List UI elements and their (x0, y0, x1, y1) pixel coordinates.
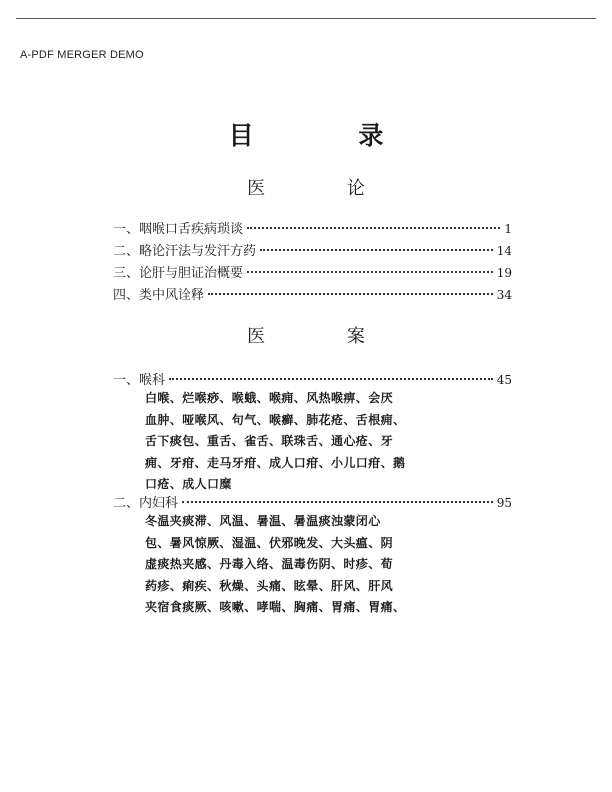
section-title-yian: 医 案 (247, 326, 403, 347)
page-title: 目 录 (228, 121, 432, 150)
toc-entry-title: 一、喉科 (113, 373, 166, 388)
toc-entry-title: 二、略论汗法与发汗方药 (113, 244, 257, 259)
sub-topic-line: 血肿、哑喉风、句气、喉癣、肺花疮、舌根痈、 (145, 412, 406, 427)
dot-leader (169, 378, 493, 380)
dot-leader (182, 501, 493, 503)
sub-topic-line: 口疮、成人口糜 (145, 477, 232, 491)
sub-topic-list (145, 511, 465, 619)
toc-entry-title: 二、内妇科 (113, 496, 179, 511)
sub-topic-line: 夹宿食痰厥、咳嗽、哮喘、胸痛、胃痛、胃痛、 (145, 600, 406, 614)
toc-entry-page: 14 (496, 244, 512, 258)
sub-topic-line: 药疹、痢疾、秋燥、头痛、眩晕、肝风、肝风 (145, 578, 394, 593)
toc-entry[interactable] (113, 240, 512, 260)
dot-leader (208, 293, 493, 295)
toc-entry-page: 95 (496, 496, 512, 510)
section-title-yilun: 医 论 (247, 178, 403, 199)
toc-entry-page: 34 (496, 288, 512, 302)
sub-topic-line: 白喉、烂喉痧、喉蛾、喉痈、风热喉痹、会厌 (145, 391, 394, 405)
toc-entry[interactable] (113, 218, 512, 238)
toc-entry-title: 四、类中风诠释 (113, 288, 205, 303)
toc-entry[interactable] (113, 369, 512, 389)
dot-leader (247, 271, 493, 273)
sub-topic-list (145, 388, 465, 496)
top-rule (16, 18, 596, 19)
toc-entry[interactable] (113, 492, 512, 512)
sub-topic-line: 舌下痰包、重舌、雀舌、联珠舌、通心疮、牙 (145, 434, 394, 448)
sub-topic-line: 虚痰热夹感、丹毒入络、温毒伤阴、时疹、荀 (145, 557, 394, 571)
dot-leader (247, 227, 500, 229)
sub-topic-line: 包、暑风惊厥、湿温、伏邪晚发、大头瘟、阴 (145, 535, 394, 550)
toc-entry-page: 1 (504, 222, 512, 236)
toc-entry-title: 三、论肝与胆证治概要 (113, 266, 244, 281)
toc-entry-page: 19 (496, 266, 512, 280)
sub-topic-line: 冬温夹痰滞、风温、暑温、暑温痰浊蒙闭心 (145, 514, 381, 528)
toc-entry[interactable] (113, 284, 512, 304)
sub-topic-line: 痈、牙疳、走马牙疳、成人口疳、小儿口疳、鹅 (145, 455, 406, 470)
dot-leader (260, 249, 493, 251)
toc-entry-page: 45 (496, 373, 512, 387)
watermark-text: A-PDF MERGER DEMO (20, 49, 144, 61)
toc-entry-title: 一、咽喉口舌疾病琐谈 (113, 222, 244, 237)
toc-entry[interactable] (113, 262, 512, 282)
